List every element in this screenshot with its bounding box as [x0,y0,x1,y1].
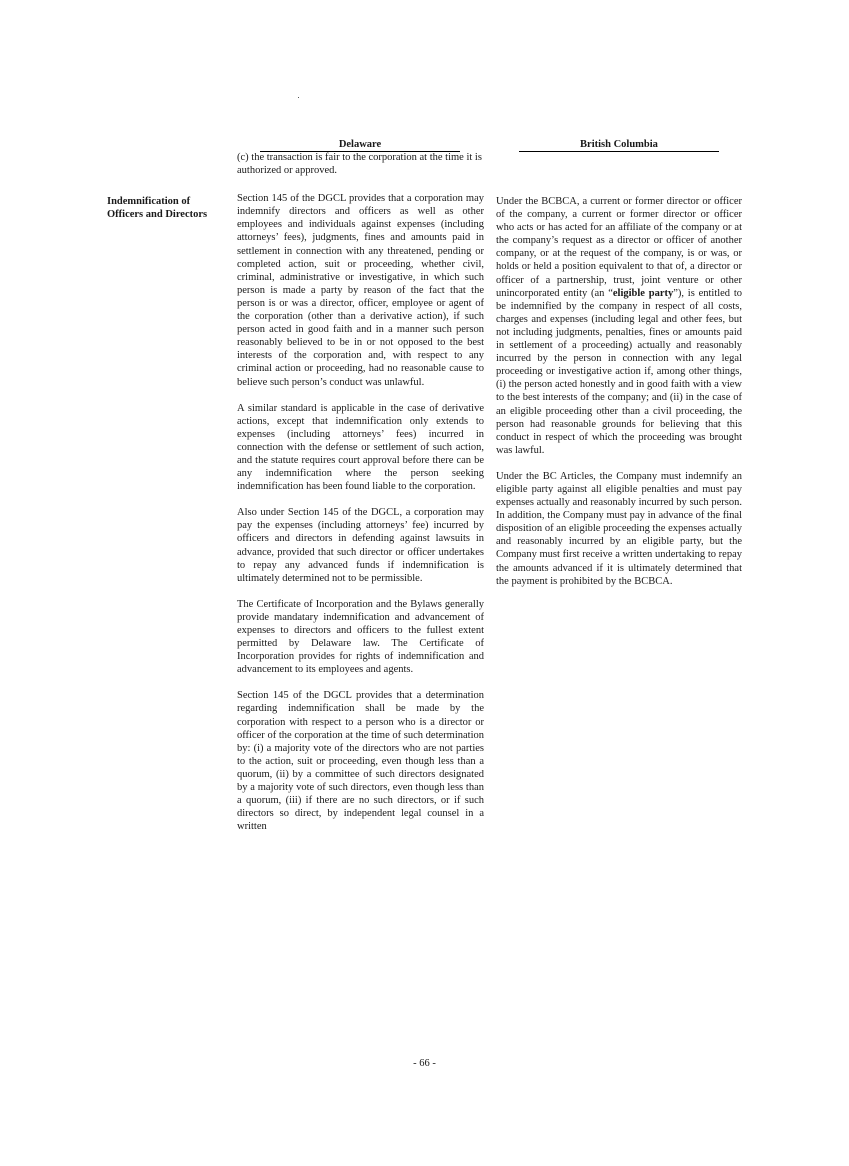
bc-p1-after: ”), is entitled to be indemnified by the company in respect of all costs, charges and expenses (including legal and other fees, but not including judgments, penalties, fines or amounts paid in settlement of a proceeding) actually and reasonably incurred by the person in connection with any legal proceeding or investigative action if, among other things, (i) the person acted honestly and in good faith with a view to the best interests of the company; and (ii) in the case of an eligible proceeding other than a civil proceeding, the person had reasonable grounds for believing that this conduct in respect of which the proceeding was brought was lawful. [496,287,743,456]
page-number: - 66 - [413,1058,436,1069]
bc-paragraph-2: Under the BC Articles, the Company must indemnify an eligible party against all eligible penalties and must pay expenses actually and reasonably incurred by such person. In addition, the Company must pay in advance of the final disposition of an eligible proceeding the expenses actually and reasonably incurred by an eligible party, but the Company must first receive a written undertaking to repay the amounts advanced if it is ultimately determined that the payment is prohibited by the BCBCA. [496,470,742,587]
section-label: Indemnification of Officers and Directors [107,196,208,221]
delaware-paragraph-4: The Certificate of Incorporation and the Bylaws generally provide mandatary indemnification and advancement of expenses to directors and officers to the fullest extent permitted by Delaware law. The Certificate of Incorporation provides for rights of indemnification and advancement to its employees and agents. [237,598,484,676]
delaware-column [237,151,484,846]
bc-column [496,195,742,601]
delaware-paragraph-1: Section 145 of the DGCL provides that a corporation may indemnify directors and officers as well as other employees and individuals against expenses (including attorneys’ fees), judgments, fines and amounts paid in settlement in connection with any threatened, pending or completed action, suit or proceeding, whether civil, criminal, administrative or investigative, in which such person is made a party by reason of the fact that the person is or was a director, officer, employee or agent of the corporation (other than a derivative action), if such person acted in good faith and in a manner such person reasonably believed to be in or not opposed to the best interests of the corporation and, with respect to any criminal action or proceeding, had no reasonable cause to believe such person’s conduct was unlawful. [237,193,484,388]
delaware-continuation: (c) the transaction is fair to the corporation at the time it is authorized or approved. [237,152,482,177]
eligible-party-term: eligible party [612,287,674,299]
delaware-paragraph-5: Section 145 of the DGCL provides that a determination regarding indemnification shall be made by the corporation with respect to a person who is a director or officer of the corporation at the time of such determination by: (i) a majority vote of the directors who are not parties to the action, suit or proceeding, even though less than a quorum, (ii) by a committee of such directors designated by a majority vote of such directors, even though less than a quorum, (iii) if there are no such directors, or if such directors so direct, by independent legal counsel in a written [237,690,484,833]
delaware-paragraph-3: Also under Section 145 of the DGCL, a corporation may pay the expenses (including attorneys’ fee) incurred by officers and directors in defending against lawsuits in advance, provided that such director or officer undertakes to repay any advanced funds if indemnification is ultimately determined not to be permissible. [237,507,484,584]
bc-column-header: British Columbia [519,138,719,152]
bc-paragraph-1 [496,195,742,457]
delaware-column-header: Delaware [260,138,460,152]
bc-p1-before: Under the BCBCA, a current or former director or officer of the company, a current or former director or officer who acts or has acted for an affiliate of the company or at the company’s request as a director or officer of another company, or at the request of the company, is or was, or holds or held a position equivalent to that of, a director or officer of a partnership, trust, joint venture or other unincorporated entity (an “ [496,196,742,299]
scan-dot [298,97,299,98]
delaware-paragraph-2: A similar standard is applicable in the case of derivative actions, except that indemnification only extends to expenses (including attorneys’ fees) incurred in connection with the defense or settlement of such action, and the statute requires court approval before there can be any indemnification where the person seeking indemnification has been found liable to the corporation. [237,402,484,493]
